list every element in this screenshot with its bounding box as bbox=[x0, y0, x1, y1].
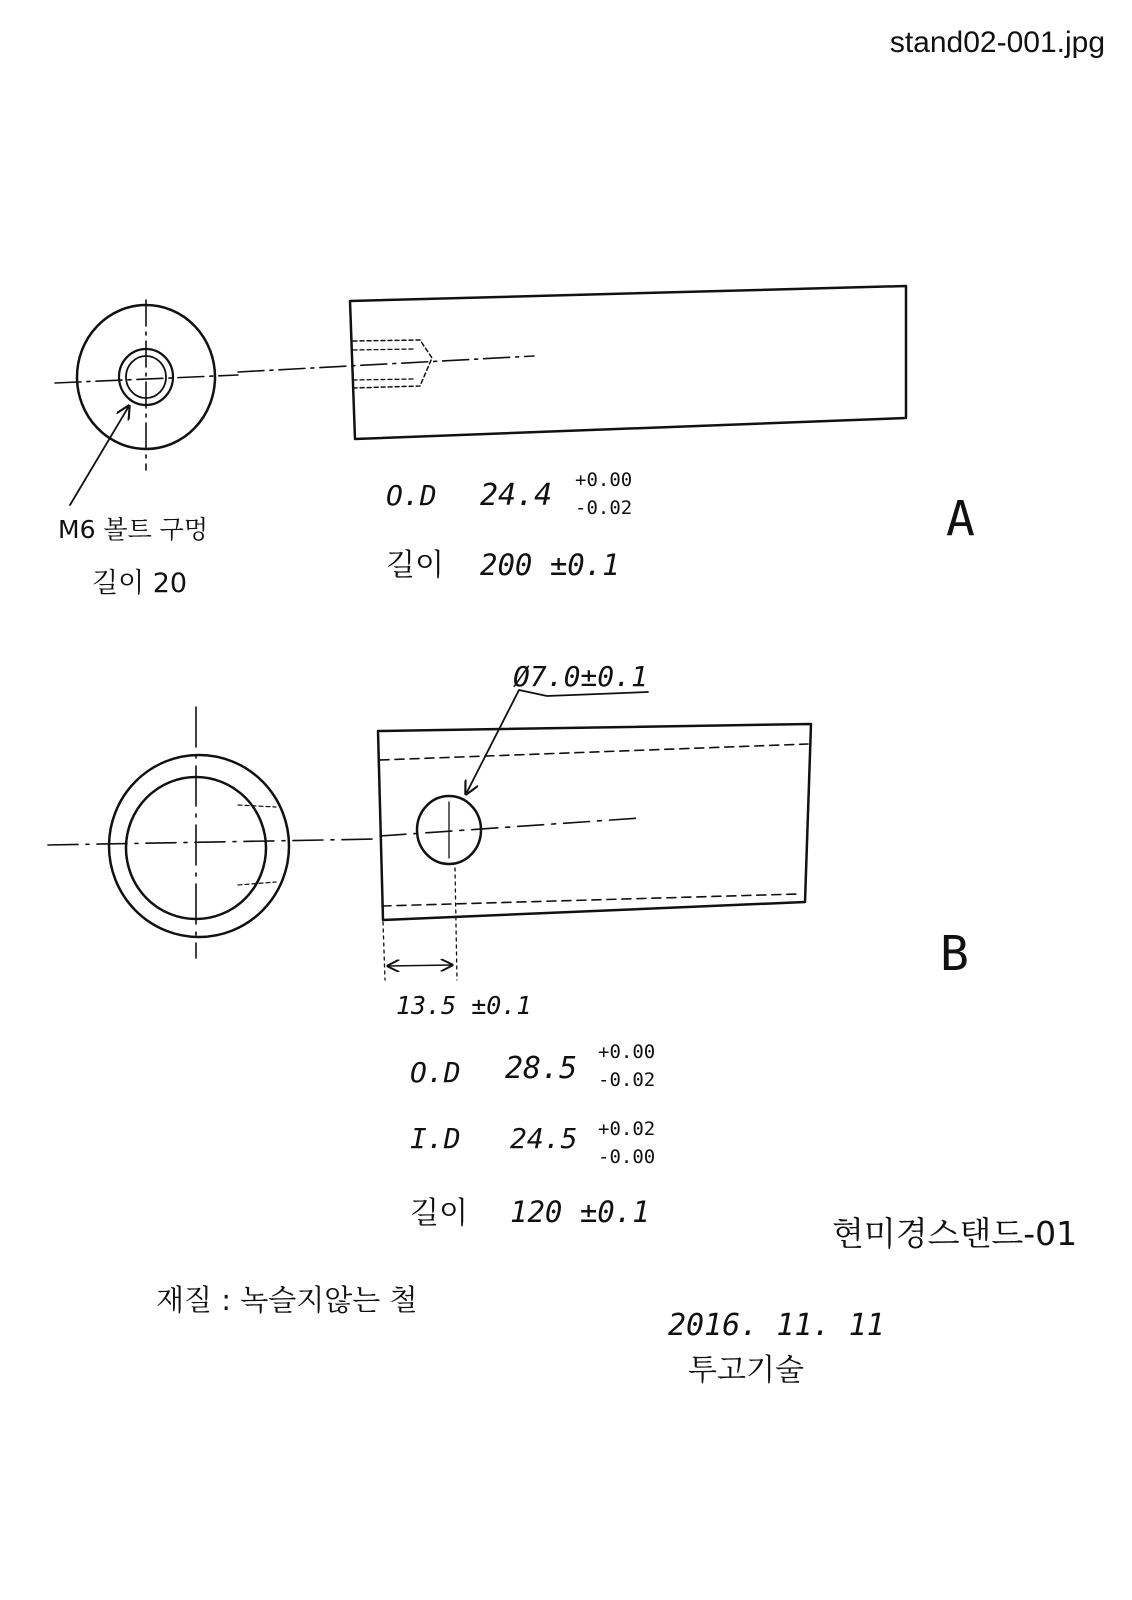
material-note: 재질 : 녹슬지않는 철 bbox=[156, 1283, 418, 1317]
part-b-extension-line-left bbox=[383, 922, 385, 980]
part-a-od-value: 24.4 bbox=[480, 478, 553, 513]
part-b-side-view bbox=[378, 724, 811, 920]
drawing-date: 2016. 11. 11 bbox=[668, 1308, 885, 1343]
part-b-bore-hidden-top bbox=[238, 805, 276, 807]
part-a-od-label: O.D bbox=[386, 479, 437, 512]
part-b-body-outline bbox=[378, 724, 811, 920]
part-a-hole-leader-arrow bbox=[70, 406, 129, 505]
part-b-id-label: I.D bbox=[410, 1122, 461, 1155]
part-a-body-outline bbox=[350, 286, 906, 439]
part-a-side-view bbox=[238, 286, 906, 439]
file-name: stand02-001.jpg bbox=[889, 26, 1105, 59]
company-name: 투고기술 bbox=[688, 1353, 804, 1388]
drawing-name: 현미경스탠드-01 bbox=[832, 1214, 1078, 1253]
part-b-label: B bbox=[940, 926, 969, 982]
part-b-outer-circle bbox=[109, 755, 289, 937]
part-b-bore-top-hidden-line bbox=[380, 744, 808, 760]
part-b-id-value: 24.5 bbox=[510, 1122, 578, 1155]
part-b-od-tol-lower: -0.02 bbox=[598, 1069, 656, 1091]
part-a-length-value: 200 ±0.1 bbox=[480, 548, 620, 582]
part-a-label: A bbox=[946, 491, 975, 547]
part-b-extension-line-right bbox=[455, 868, 457, 980]
part-b-end-view bbox=[48, 707, 378, 958]
part-b-horizontal-centerline bbox=[48, 839, 378, 845]
part-b-od-label: O.D bbox=[410, 1056, 461, 1089]
part-a-axis-centerline bbox=[238, 356, 534, 372]
part-b-length-label: 길이 bbox=[410, 1196, 468, 1231]
part-b-hole-leader-arrow bbox=[466, 690, 648, 794]
part-b-offset-dimension: 13.5 ±0.1 bbox=[396, 991, 532, 1020]
part-b-offset-dimension-arrow bbox=[388, 965, 452, 966]
part-b-od-value: 28.5 bbox=[505, 1051, 578, 1086]
part-b-hole-dimension: Ø7.0±0.1 bbox=[513, 660, 648, 693]
part-a-hole-note-line1: M6 볼트 구멍 bbox=[58, 515, 208, 544]
part-a-hole-note-line2: 길이 20 bbox=[92, 568, 188, 599]
part-b-id-tol-lower: -0.00 bbox=[598, 1146, 656, 1168]
part-b-length-value: 120 ±0.1 bbox=[510, 1195, 650, 1229]
part-b-id-tol-upper: +0.02 bbox=[598, 1118, 656, 1140]
part-a-od-tol-upper: +0.00 bbox=[575, 469, 633, 491]
part-a-length-label: 길이 bbox=[386, 548, 444, 583]
part-b-od-tol-upper: +0.00 bbox=[598, 1041, 656, 1063]
part-a-end-view bbox=[55, 300, 238, 470]
part-a-od-tol-lower: -0.02 bbox=[575, 497, 633, 519]
